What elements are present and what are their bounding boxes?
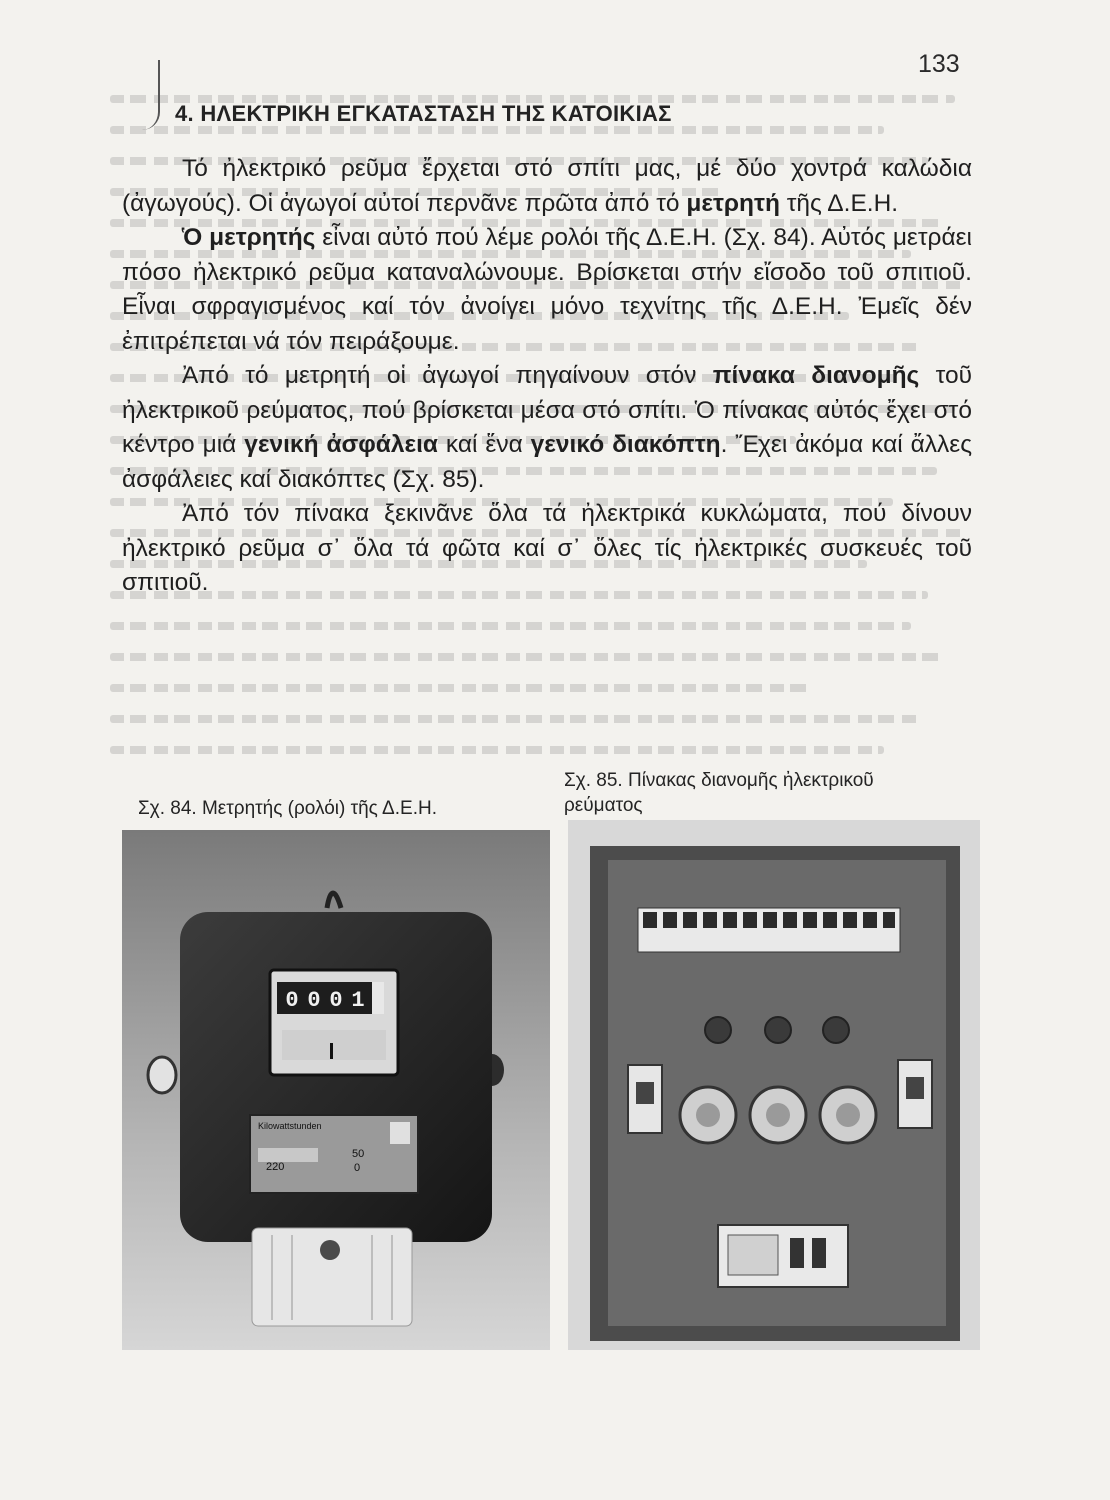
figure-84-meter-photo [122,830,550,1350]
counter-digit: 0 [285,988,299,1013]
bold-term-meter: μετρητή [686,189,780,217]
paragraph-3 [122,359,972,497]
plate-logo [390,1122,410,1144]
counter-decimal-drum [372,982,384,1014]
panel-illustration [568,820,980,1350]
margin-pencil-mark [140,60,160,130]
bold-term-main-fuse: γενική ἀσφάλεια [244,431,438,458]
indicator-button [705,1017,731,1043]
figure-85-caption [564,768,874,818]
plate-value: 0 [354,1162,361,1174]
plate-field [258,1148,318,1162]
meter-illustration [122,830,550,1350]
fuse-holders [680,1087,876,1143]
figure-85-caption-line-1: Σχ. 85. Πίνακας διανομῆς ἠλεκτρικοῦ [564,770,874,791]
rating-plate-title: Kilowattstunden [258,1121,322,1131]
paragraph-text: Ἀπό τόν πίνακα ξεκινᾶνε ὅλα τά ἠλεκτρικά κυκλώματα, πού δίνουν ἠλεκτρικό ρεῦμα σ᾽ ὅλα τά φῶτα καί σ᾽ ὅλες τίς ἠλεκτρικές συσκευές τοῦ σπιτιοῦ. [122,500,972,596]
figure-85-panel-photo [568,820,980,1350]
counter-digit: 0 [329,988,343,1013]
indicator-button [765,1017,791,1043]
indicator-button [823,1017,849,1043]
paragraph-text: εἶναι αὐτό πού λέμε ρολόι τῆς Δ.Ε.Η. (Σχ. 84). Αὐτός μετράει πόσο ἠλεκτρικό ρεῦμα καταναλώνουμε. Βρίσκεται στήν εἴσοδο τοῦ σπιτιοῦ. Εἶναι σφραγισμένος καί τόν ἀνοίγει μόνο τεχνίτης τῆς Δ.Ε.Η. Ἐμεῖς δέν ἐπιτρέπεται νά τόν πειράξουμε. [122,224,972,355]
paragraph-text: Τό ἠλεκτρικό ρεῦμα ἔρχεται στό σπίτι μας, μέ δύο χοντρά καλώδια (ἀγωγούς). Οἱ ἀγωγοί αὐτοί περνᾶνε πρῶτα ἀπό τό [122,155,972,217]
bold-term-the-meter: Ὁ μετρητής [182,224,316,251]
breaker-row [638,908,900,952]
meter-disc-window [282,1030,386,1060]
paragraph-text: τοῦ ἠλεκτρικοῦ ρεύματος, πού βρίσκεται μέσα στό σπίτι. Ὁ πίνακας αὐτός ἔχει στό κέντρο μιά [122,362,972,458]
bold-term-main-switch: γενικό διακόπτη [530,431,721,458]
seal-screw [320,1240,340,1260]
plate-voltage: 220 [266,1161,285,1173]
counter-digit: 0 [307,988,321,1013]
paragraph-text: τῆς Δ.Ε.Η. [779,189,899,217]
figure-85-caption-line-2: ρεύματος [564,795,643,816]
side-screw-left [148,1057,176,1093]
body-text [122,152,972,601]
paragraph-text: . Ἔχει ἀκόμα καί ἄλλες ἀσφάλειες καί διακόπτες (Σχ. 85). [122,431,972,493]
paragraph-text: καί ἕνα [438,431,531,458]
paragraph-1 [122,152,972,221]
counter-digit: 1 [351,988,365,1013]
section-heading: 4. ΗΛΕΚΤΡΙΚΗ ΕΓΚΑΤΑΣΤΑΣΗ ΤΗΣ ΚΑΤΟΙΚΙΑΣ [175,101,672,126]
disc-mark [330,1043,333,1059]
paragraph-text: Ἀπό τό μετρητή οἱ ἀγωγοί πηγαίνουν στόν [182,362,713,389]
bold-term-distribution-board: πίνακα διανομῆς [712,362,920,389]
paragraph-4 [122,497,972,601]
figure-84-caption: Σχ. 84. Μετρητής (ρολόι) τῆς Δ.Ε.Η. [138,798,437,819]
paragraph-2 [122,221,972,359]
plate-frequency: 50 [352,1148,365,1160]
page-number: 133 [918,50,960,78]
